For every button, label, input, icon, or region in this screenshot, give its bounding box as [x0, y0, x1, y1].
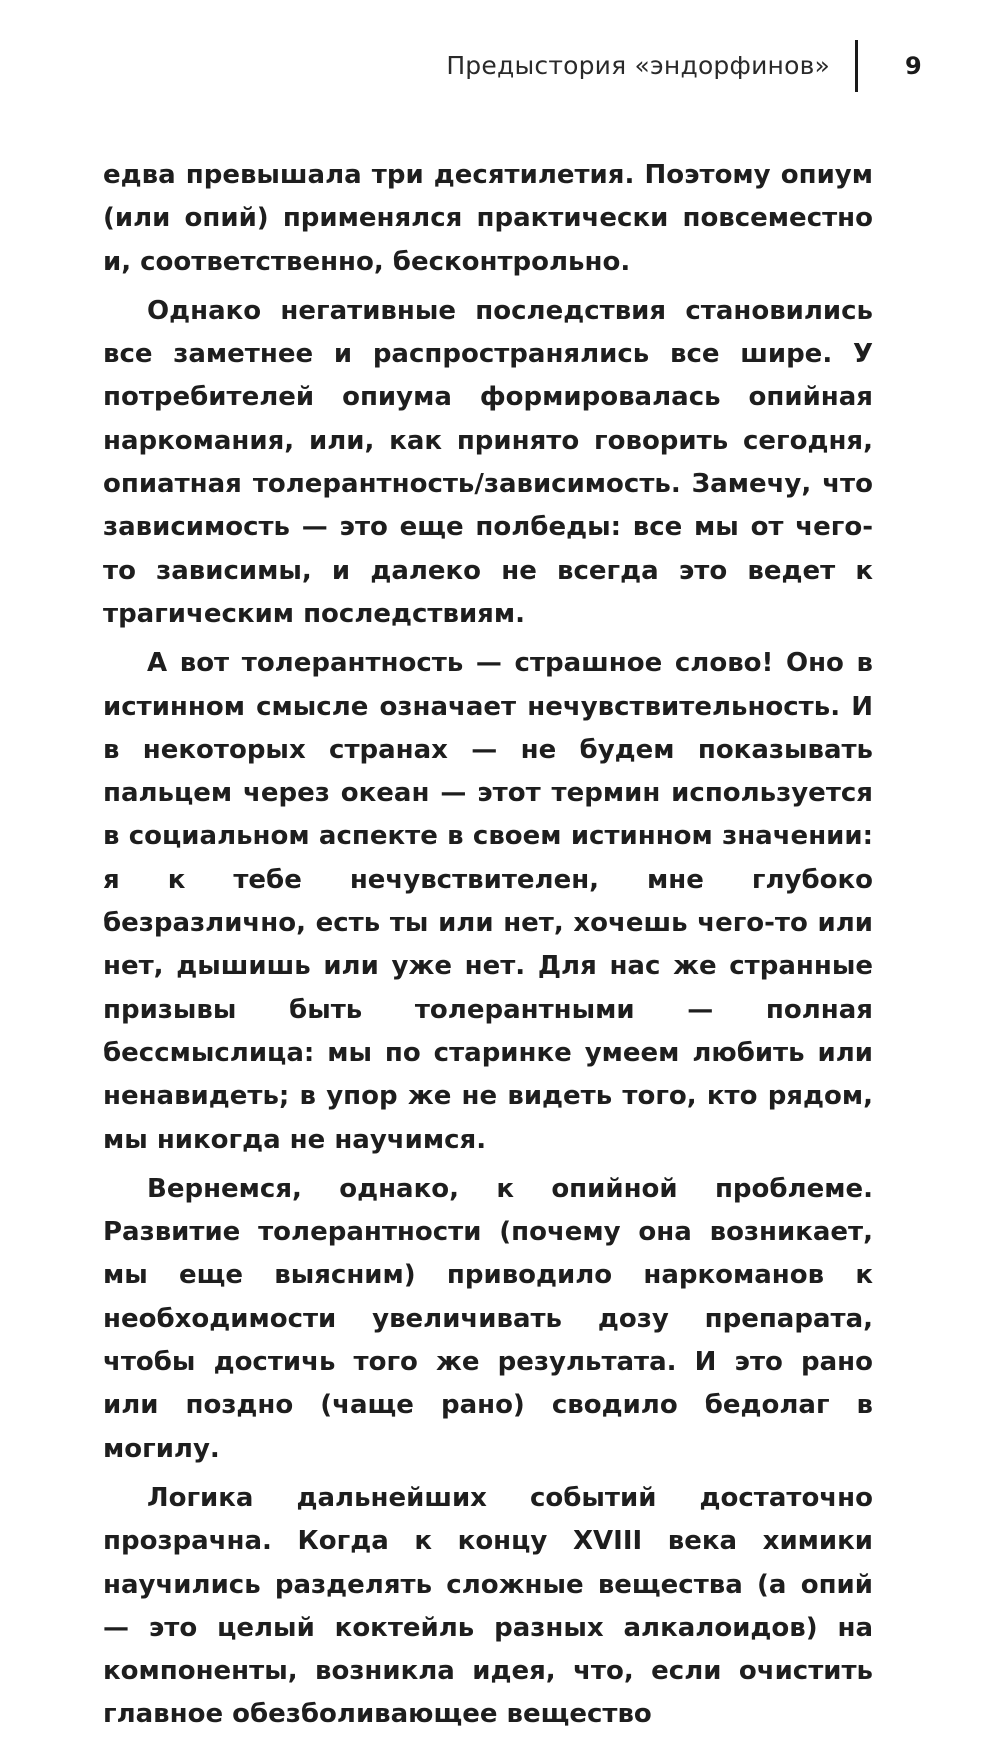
chapter-title: Предыстория «эндорфинов» — [446, 51, 830, 80]
paragraph-continuation: едва превышала три десятилетия. Поэтому опиум (или опий) применялся практически повсеместно и, соответственно, бесконтрольно. — [103, 160, 873, 277]
paragraph: А вот толерантность — страшное слово! Оно в истинном смысле означает нечувствительность. И в некоторых странах — не будем показывать пальцем через океан — этот термин используется в социальном аспекте в своем истинном значении: я к тебе нечувствителен, мне глубоко безразлично, есть ты или нет, хочешь чего-то или нет, дышишь или уже нет. Для нас же странные призывы быть толерантными — полная бессмыслица: мы по старинке умеем любить или ненавидеть; в упор же не видеть того, кто рядом, мы никогда не научимся. — [103, 648, 873, 1155]
body-text — [103, 154, 873, 1743]
header-divider — [855, 40, 858, 92]
running-header — [0, 46, 1000, 96]
page-number: 9 — [905, 52, 922, 80]
paragraph: Логика дальнейших событий достаточно прозрачна. Когда к концу XVIII века химики научились разделять сложные вещества (а опий — это целый коктейль разных алкалоидов) на компоненты, возникла идея, что, если очистить главное обезболивающее вещество — [103, 1482, 873, 1730]
paragraph: Вернемся, однако, к опийной проблеме. Развитие толерантности (почему она возникает, мы еще выясним) приводило наркоманов к необходимости увеличивать дозу препарата, чтобы достичь того же результата. И это рано или поздно (чаще рано) сводило бедолаг в могилу. — [103, 1173, 873, 1464]
paragraph: Однако негативные последствия становились все заметнее и распространялись все шире. У потребителей опиума формировалась опийная наркомания, или, как принято говорить сегодня, опиатная толерантность/зависимость. Замечу, что зависимость — это еще полбеды: все мы от чего-то зависимы, и далеко не всегда это ведет к трагическим последствиям. — [103, 295, 873, 629]
